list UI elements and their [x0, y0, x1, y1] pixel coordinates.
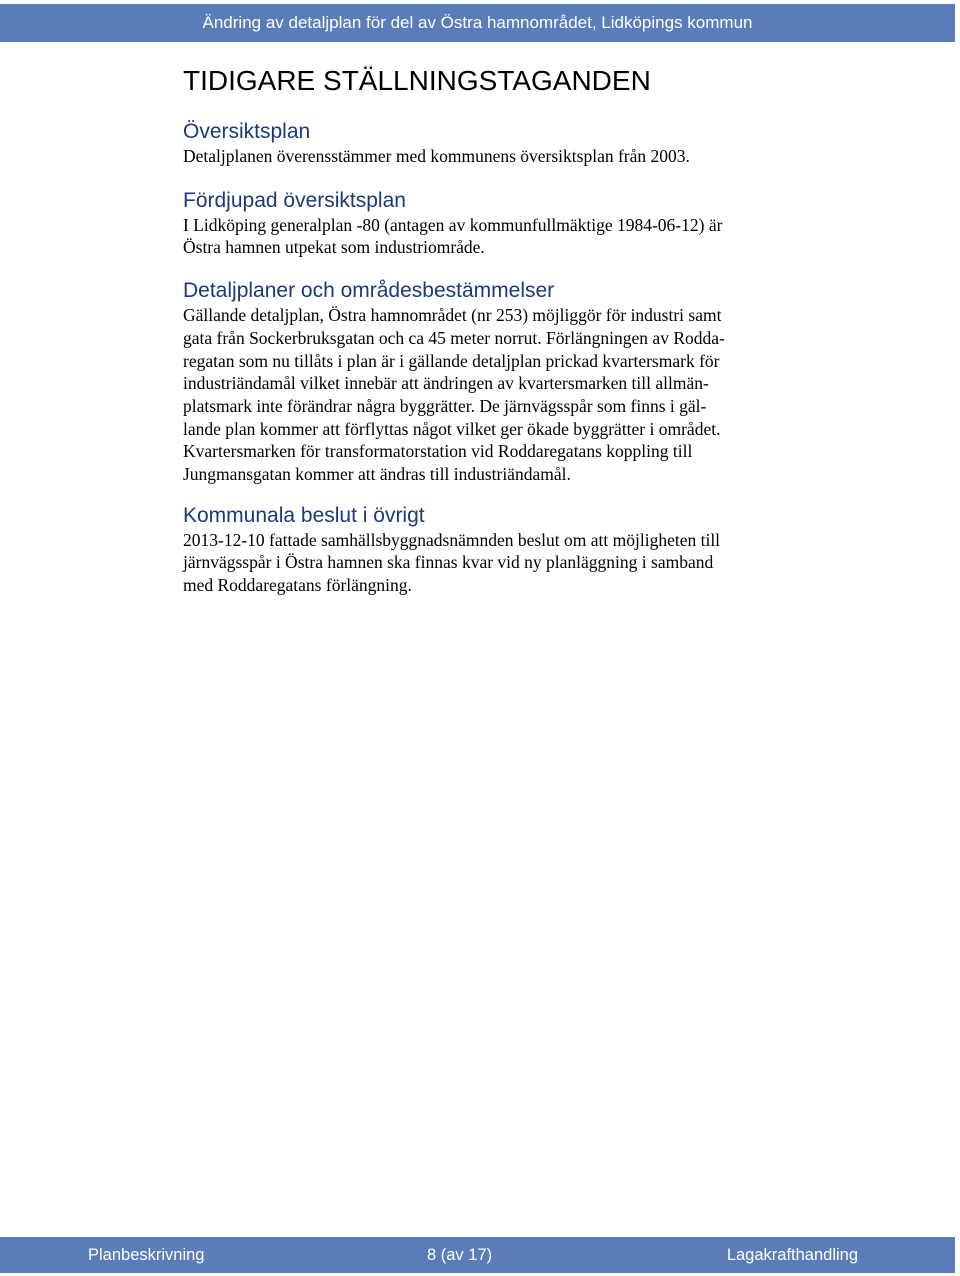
paragraph-line: lande plan kommer att förflyttas något vilket ger ökade byggrätter i området.: [183, 418, 721, 439]
paragraph-line: platsmark inte förändrar några byggrätter. De järnvägsspår som finns i gäl-: [183, 395, 707, 416]
section-detaljplaner: [183, 278, 793, 486]
page-header-bar: [0, 4, 955, 42]
section-heading: Detaljplaner och områdesbestämmelser: [183, 279, 555, 303]
paragraph-line: Östra hamnen utpekat som industriområde.: [183, 237, 485, 258]
section-heading: Kommunala beslut i övrigt: [183, 503, 425, 527]
section-heading: Översiktsplan: [183, 120, 311, 143]
section-oversiktsplan: [183, 119, 793, 168]
page-content: [183, 62, 793, 597]
footer-page-number: 8 (av 17): [427, 1245, 493, 1264]
paragraph-line: 2013-12-10 fattade samhällsbyggnadsnämnden beslut om att möjligheten till: [183, 529, 721, 550]
footer-status: Lagakrafthandling: [726, 1245, 858, 1264]
section-fordjupad-oversiktsplan: [183, 188, 793, 259]
paragraph-line: med Roddaregatans förlängning.: [183, 575, 412, 596]
paragraph-line: Kvartersmarken för transformatorstation vid Roddaregatans koppling till: [183, 441, 693, 462]
page-footer-bar: [0, 1237, 955, 1273]
paragraph-line: gata från Sockerbruksgatan och ca 45 meter norrut. Förlängningen av Rodda-: [183, 327, 725, 348]
paragraph-line: Jungmansgatan kommer att ändras till industriändamål.: [183, 464, 571, 485]
footer-document-type: Planbeskrivning: [88, 1245, 205, 1264]
paragraph-line: industriändamål vilket innebär att ändringen av kvartersmarken till allmän-: [183, 373, 709, 394]
page-title: TIDIGARE STÄLLNINGSTAGANDEN: [183, 65, 651, 96]
document-title: Ändring av detaljplan för del av Östra hamnområdet, Lidköpings kommun: [202, 13, 753, 32]
section-kommunala-beslut: [183, 503, 793, 597]
paragraph-line: Detaljplanen överensstämmer med kommunens översiktsplan från 2003.: [183, 146, 690, 166]
paragraph-line: regatan som nu tillåts i plan är i gällande detaljplan prickad kvartersmark för: [183, 350, 720, 371]
paragraph-line: Gällande detaljplan, Östra hamnområdet (nr 253) möjliggör för industri samt: [183, 305, 722, 326]
paragraph-line: I Lidköping generalplan -80 (antagen av kommunfullmäktige 1984-06-12) är: [183, 214, 723, 235]
section-heading: Fördjupad översiktsplan: [183, 188, 406, 212]
paragraph-line: järnvägsspår i Östra hamnen ska finnas kvar vid ny planläggning i samband: [183, 552, 714, 573]
